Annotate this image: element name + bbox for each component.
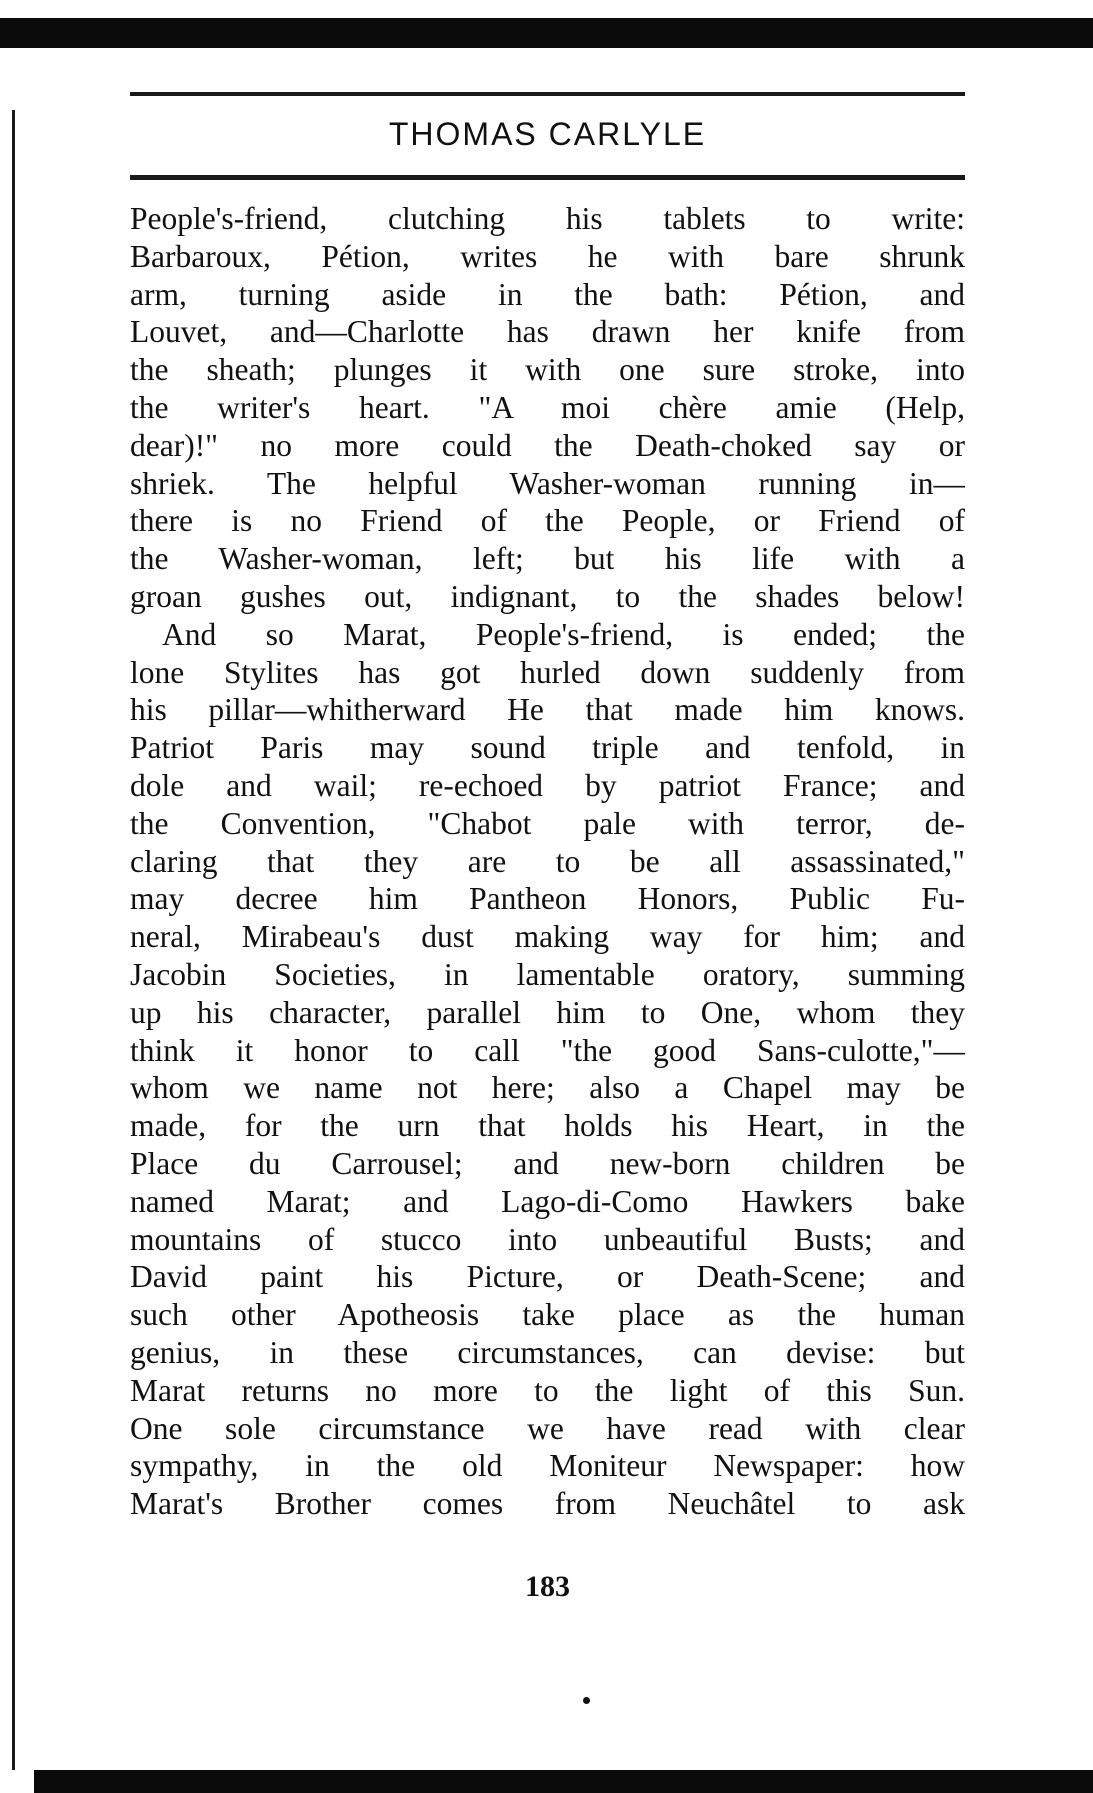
page-number: 183	[525, 1570, 570, 1603]
text-line: shriek. The helpful Washer-woman running in—	[130, 465, 965, 501]
text-line: whom we name not here; also a Chapel may be	[130, 1070, 965, 1106]
text-line: Patriot Paris may sound triple and tenfold, in	[130, 730, 965, 766]
text-line: the sheath; plunges it with one sure stroke, into	[130, 352, 965, 388]
text-line: Marat's Brother comes from Neuchâtel to ask	[130, 1486, 965, 1522]
text-line: there is no Friend of the People, or Friend of	[130, 503, 965, 539]
text-line: made, for the urn that holds his Heart, in the	[130, 1108, 965, 1144]
text-line: And so Marat, People's-friend, is ended; the	[162, 616, 965, 652]
text-line: David paint his Picture, or Death-Scene; and	[130, 1259, 965, 1295]
text-line: mountains of stucco into unbeautiful Busts; and	[130, 1221, 965, 1257]
text-line: sympathy, in the old Moniteur Newspaper: how	[130, 1448, 965, 1484]
text-line: Louvet, and—Charlotte has drawn her knife from	[130, 314, 965, 350]
text-line: One sole circumstance we have read with clear	[130, 1410, 965, 1446]
ink-dot	[583, 1697, 590, 1704]
text-line: the writer's heart. "A moi chère amie (Help,	[130, 389, 965, 425]
text-line: Marat returns no more to the light of this Sun.	[130, 1372, 965, 1408]
text-line: his pillar—whitherward He that made him knows.	[130, 692, 965, 728]
text-line: genius, in these circumstances, can devise: but	[130, 1334, 965, 1370]
text-line: dole and wail; re-echoed by patriot France; and	[130, 767, 965, 803]
text-line: Jacobin Societies, in lamentable oratory, summing	[130, 956, 965, 992]
header-rule-top	[130, 92, 965, 96]
body-text	[130, 200, 965, 1523]
text-line: may decree him Pantheon Honors, Public Fu-	[130, 881, 965, 917]
running-head: THOMAS CARLYLE	[388, 116, 707, 152]
scan-bottom-border	[34, 1770, 1093, 1793]
text-line: dear)!" no more could the Death-choked say or	[130, 427, 965, 463]
text-line: Barbaroux, Pétion, writes he with bare shrunk	[130, 238, 965, 274]
text-line: up his character, parallel him to One, whom they	[130, 994, 965, 1030]
text-line: Place du Carrousel; and new-born children be	[130, 1145, 965, 1181]
text-line: such other Apotheosis take place as the human	[130, 1297, 965, 1333]
text-line: named Marat; and Lago-di-Como Hawkers bake	[130, 1183, 965, 1219]
text-line: arm, turning aside in the bath: Pétion, and	[130, 276, 965, 312]
text-line: neral, Mirabeau's dust making way for him; and	[130, 919, 965, 955]
scan-left-margin-line	[12, 110, 15, 1770]
text-line: think it honor to call "the good Sans-culotte,"—	[130, 1032, 965, 1068]
text-line: lone Stylites has got hurled down suddenly from	[130, 654, 965, 690]
text-line: groan gushes out, indignant, to the shades below!	[130, 578, 965, 614]
text-line: People's-friend, clutching his tablets to write:	[130, 201, 965, 236]
text-line: the Washer-woman, left; but his life with a	[130, 541, 965, 577]
header-rule-bottom	[130, 175, 965, 180]
text-line: claring that they are to be all assassinated,"	[130, 843, 965, 879]
scan-top-border	[0, 18, 1093, 48]
text-line: the Convention, "Chabot pale with terror, de-	[130, 805, 965, 841]
